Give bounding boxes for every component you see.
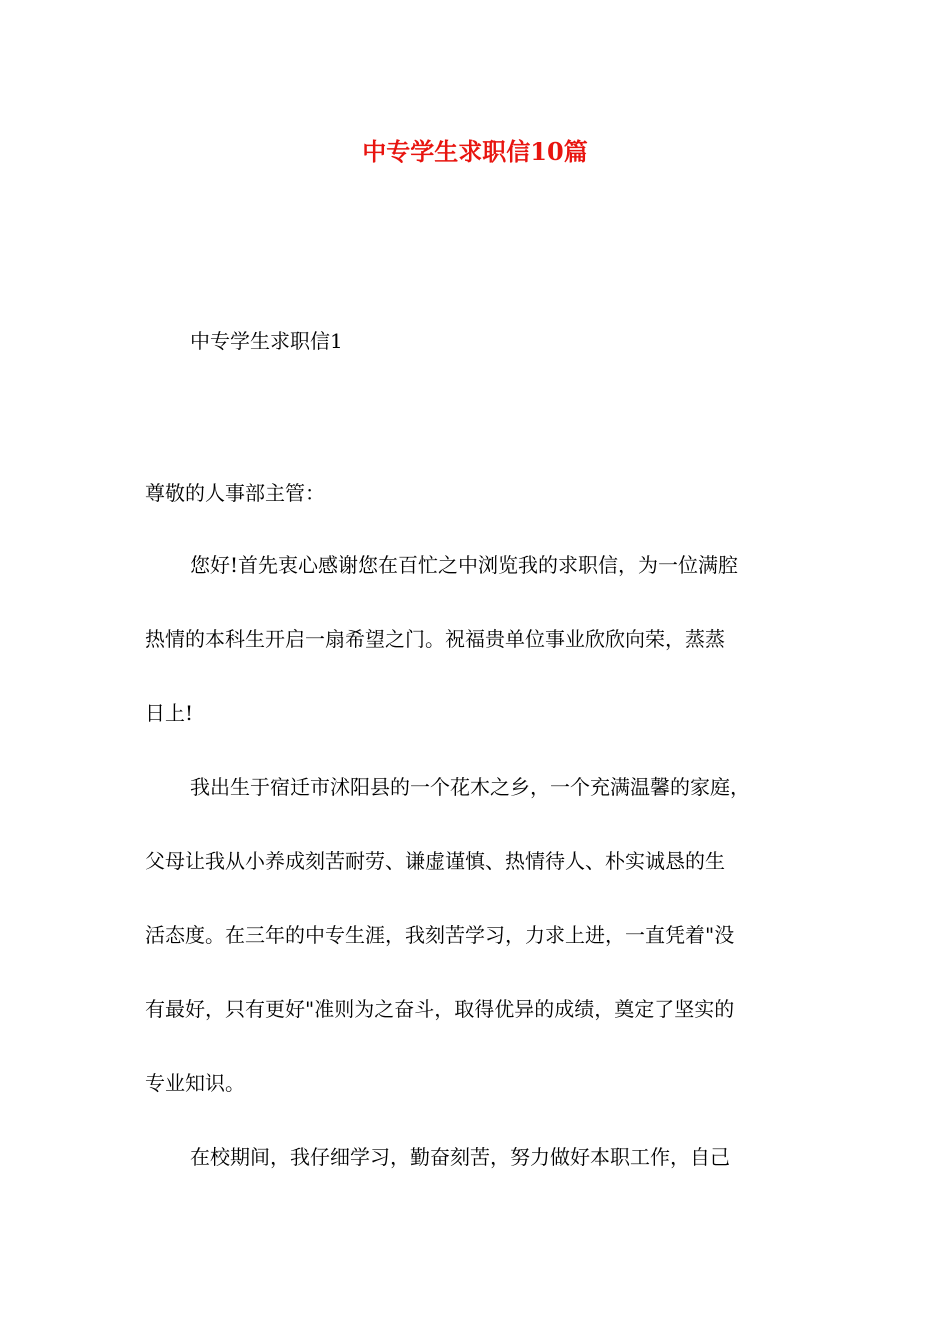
paragraph-line: 您好!首先衷心感谢您在百忙之中浏览我的求职信，为一位满腔 [190, 553, 739, 577]
salutation: 尊敬的人事部主管： [145, 481, 325, 505]
paragraph-line: 热情的本科生开启一扇希望之门。祝福贵单位事业欣欣向荣，蒸蒸 [145, 627, 725, 651]
paragraph-line: 专业知识。 [145, 1071, 245, 1095]
paragraph-line: 有最好，只有更好"准则为之奋斗，取得优异的成绩，奠定了坚实的 [145, 997, 735, 1021]
paragraph-line: 活态度。在三年的中专生涯，我刻苦学习，力求上进，一直凭着"没 [145, 923, 735, 947]
section-heading: 中专学生求职信1 [190, 329, 343, 353]
paragraph-line: 我出生于宿迁市沭阳县的一个花木之乡，一个充满温馨的家庭， [190, 775, 750, 799]
document-title: 中专学生求职信10篇 [362, 137, 588, 166]
paragraph-line: 日上! [145, 701, 194, 725]
paragraph-line: 在校期间，我仔细学习，勤奋刻苦，努力做好本职工作，自己 [190, 1145, 730, 1169]
paragraph-line: 父母让我从小养成刻苦耐劳、谦虚谨慎、热情待人、朴实诚恳的生 [145, 849, 725, 873]
